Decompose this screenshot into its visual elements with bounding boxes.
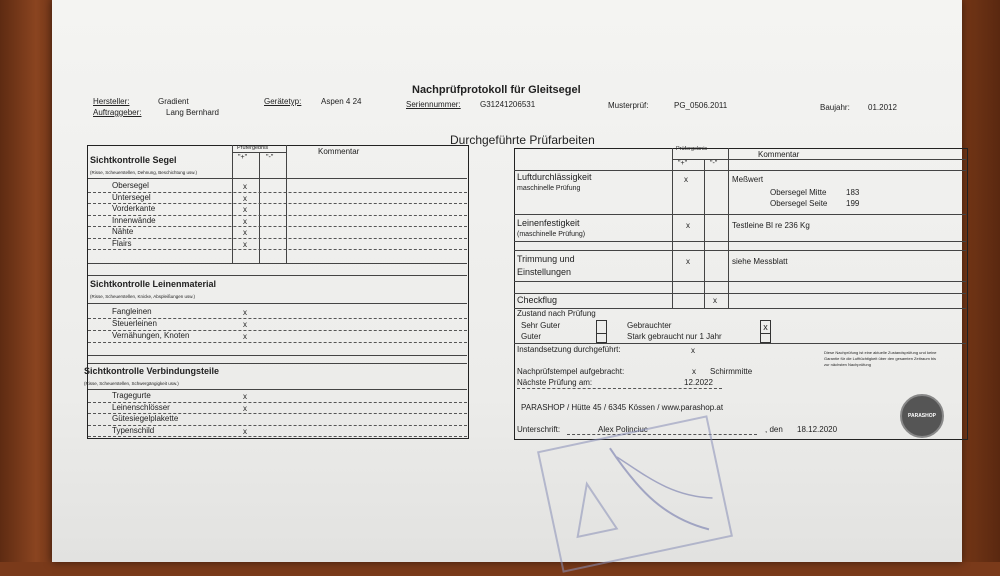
baujahr-value: 01.2012 <box>868 103 897 112</box>
seriennummer-value: G31241206531 <box>480 100 536 109</box>
verbindung-subtitle: (Risse, Scheuerstellen, Schwergängigkeit usw.) <box>84 381 179 386</box>
trimmung-comment: siehe Messblatt <box>732 257 788 266</box>
stark-checkbox[interactable] <box>760 333 771 343</box>
segel-row-divider <box>88 238 467 239</box>
sehr-guter-checkbox[interactable] <box>596 320 607 334</box>
right-plus-header: "+" <box>678 160 688 167</box>
left-kommentar-header: Kommentar <box>318 147 360 156</box>
baujahr-label: Baujahr: <box>820 103 850 112</box>
zustand-title: Zustand nach Prüfung <box>517 309 596 318</box>
auftraggeber-label: Auftraggeber: <box>93 108 142 117</box>
naechste-label: Nächste Prüfung am: <box>517 378 593 387</box>
leinen-subtitle: (Risse, Scheuerstellen, Knicke, Abspleißungen usw.) <box>90 294 196 299</box>
seriennummer-label: Seriennummer: <box>406 100 461 109</box>
wood-background-left <box>0 0 60 562</box>
leinen-row-label: Vernähungen, Knoten <box>112 331 190 340</box>
datum-value: 18.12.2020 <box>797 425 838 434</box>
verbindung-row-mark: x <box>243 426 247 436</box>
segel-row-divider <box>88 226 467 227</box>
auftraggeber-value: Lang Bernhard <box>166 108 219 117</box>
segel-row-label: Nähte <box>112 227 134 236</box>
verbindung-row-label: Tragegurte <box>112 391 151 400</box>
right-pruefergebnis-header: Prüfergebnis <box>676 146 708 152</box>
geraetetyp-value: Aspen 4 24 <box>321 97 362 106</box>
leinenfest-title: Leinenfestigkeit <box>517 218 580 228</box>
segel-row-label: Flairs <box>112 238 132 248</box>
geraetetyp-label: Gerätetyp: <box>264 97 302 106</box>
gebrauchter-checkbox[interactable]: x <box>760 320 771 334</box>
left-minus-header: "-" <box>266 154 274 161</box>
verbindung-row-mark: x <box>243 392 247 401</box>
leinen-row-mark: x <box>243 332 247 341</box>
leinenfest-comment: Testleine Bl re 236 Kg <box>732 221 810 230</box>
luft-title: Luftdurchlässigkeit <box>517 172 592 182</box>
luft-m2-value: 199 <box>846 199 860 208</box>
trimmung-mark: x <box>686 257 690 266</box>
hersteller-value: Gradient <box>158 97 189 106</box>
instand-mark: x <box>691 346 695 355</box>
hersteller-label: Hersteller: <box>93 97 130 106</box>
section-title: Durchgeführte Prüfarbeiten <box>450 133 595 147</box>
right-kommentar-header: Kommentar <box>758 150 800 159</box>
luft-sub: maschinelle Prüfung <box>517 185 581 192</box>
leinenfest-mark: x <box>686 221 690 230</box>
zustand-gebrauchter: Gebrauchter <box>627 321 672 330</box>
verbindung-row-mark: x <box>243 403 247 413</box>
verbindung-row-label: Gütesiegelplakette <box>112 414 179 423</box>
stempel-value: Schirmmitte <box>710 367 753 376</box>
segel-row-mark: x <box>243 182 247 191</box>
verbindung-title: Sichtkontrolle Verbindungsteile <box>84 366 220 376</box>
leinen-row-label: Fangleinen <box>112 307 152 316</box>
segel-row-label: Vorderkante <box>112 204 156 213</box>
trimmung-title-2: Einstellungen <box>517 267 572 277</box>
right-table <box>514 148 968 440</box>
unterschrift-name: Alex Polinciuc <box>598 425 648 434</box>
luft-mark: x <box>684 175 688 184</box>
segel-row-divider <box>88 249 467 250</box>
segel-row-label: Untersegel <box>112 192 151 202</box>
segel-subtitle: (Risse, Scheuerstellen, Dehnung, Beschichtung usw.) <box>90 170 198 175</box>
trimmung-title-1: Trimmung und <box>517 254 575 264</box>
segel-row-mark: x <box>243 228 247 237</box>
right-minus-header: "-" <box>710 160 718 167</box>
left-plus-header: "+" <box>238 154 248 161</box>
shop-address: PARASHOP / Hütte 45 / 6345 Kössen / www.parashop.at <box>521 403 724 412</box>
stempel-label: Nachprüfstempel aufgebracht: <box>517 367 625 376</box>
segel-row-label: Obersegel <box>112 181 149 190</box>
luft-m1-value: 183 <box>846 188 860 197</box>
zustand-stark: Stark gebraucht nur 1 Jahr <box>627 332 722 341</box>
disclaimer-note: Diese Nachprüfung ist eine aktuelle Zustandsprüfung und keine Garantie für die Lufttüchtigkeit über den gesamten Zeitraum bis zur nächsten Nachprüfung <box>824 350 937 367</box>
naechste-value: 12.2022 <box>684 378 713 387</box>
verbindung-row-label: Leinenschlösser <box>112 402 170 412</box>
checkflug-mark: x <box>713 296 717 305</box>
unterschrift-label: Unterschrift: <box>517 425 561 434</box>
verbindung-row-divider <box>88 436 467 437</box>
leinen-row-divider <box>88 342 467 343</box>
document-title: Nachprüfprotokoll für Gleitsegel <box>412 84 581 96</box>
segel-row-mark: x <box>243 205 247 214</box>
verbindung-row-label: Typenschild <box>112 425 155 435</box>
segel-title: Sichtkontrolle Segel <box>90 155 177 165</box>
parashop-logo: PARASHOP <box>900 394 944 438</box>
leinen-row-mark: x <box>243 320 247 329</box>
leinen-row-mark: x <box>243 308 247 317</box>
luft-m1-label: Obersegel Mitte <box>770 188 827 197</box>
left-pruefergebnis-header: Prüfergebnis <box>237 145 269 151</box>
leinen-title: Sichtkontrolle Leinenmaterial <box>90 279 217 289</box>
zustand-sehr-guter: Sehr Guter <box>521 321 561 330</box>
instand-label: Instandsetzung durchgeführt: <box>517 345 621 354</box>
luft-m2-label: Obersegel Seite <box>770 199 828 208</box>
guter-checkbox[interactable] <box>596 333 607 343</box>
luft-comment: Meßwert <box>732 175 764 184</box>
leinenfest-sub: (maschinelle Prüfung) <box>517 231 586 238</box>
checkflug-title: Checkflug <box>517 295 558 305</box>
segel-row-mark: x <box>243 239 247 249</box>
leinen-row-label: Steuerleinen <box>112 319 157 328</box>
musterpruef-value: PG_0506.2011 <box>674 101 728 110</box>
stempel-mark: x <box>692 367 696 376</box>
segel-row-mark: x <box>243 193 247 203</box>
segel-row-label: Innenwände <box>112 215 156 225</box>
den-label: , den <box>765 425 783 434</box>
zustand-guter: Guter <box>521 332 542 341</box>
musterpruef-label: Musterprüf: <box>608 101 649 110</box>
segel-row-mark: x <box>243 216 247 226</box>
